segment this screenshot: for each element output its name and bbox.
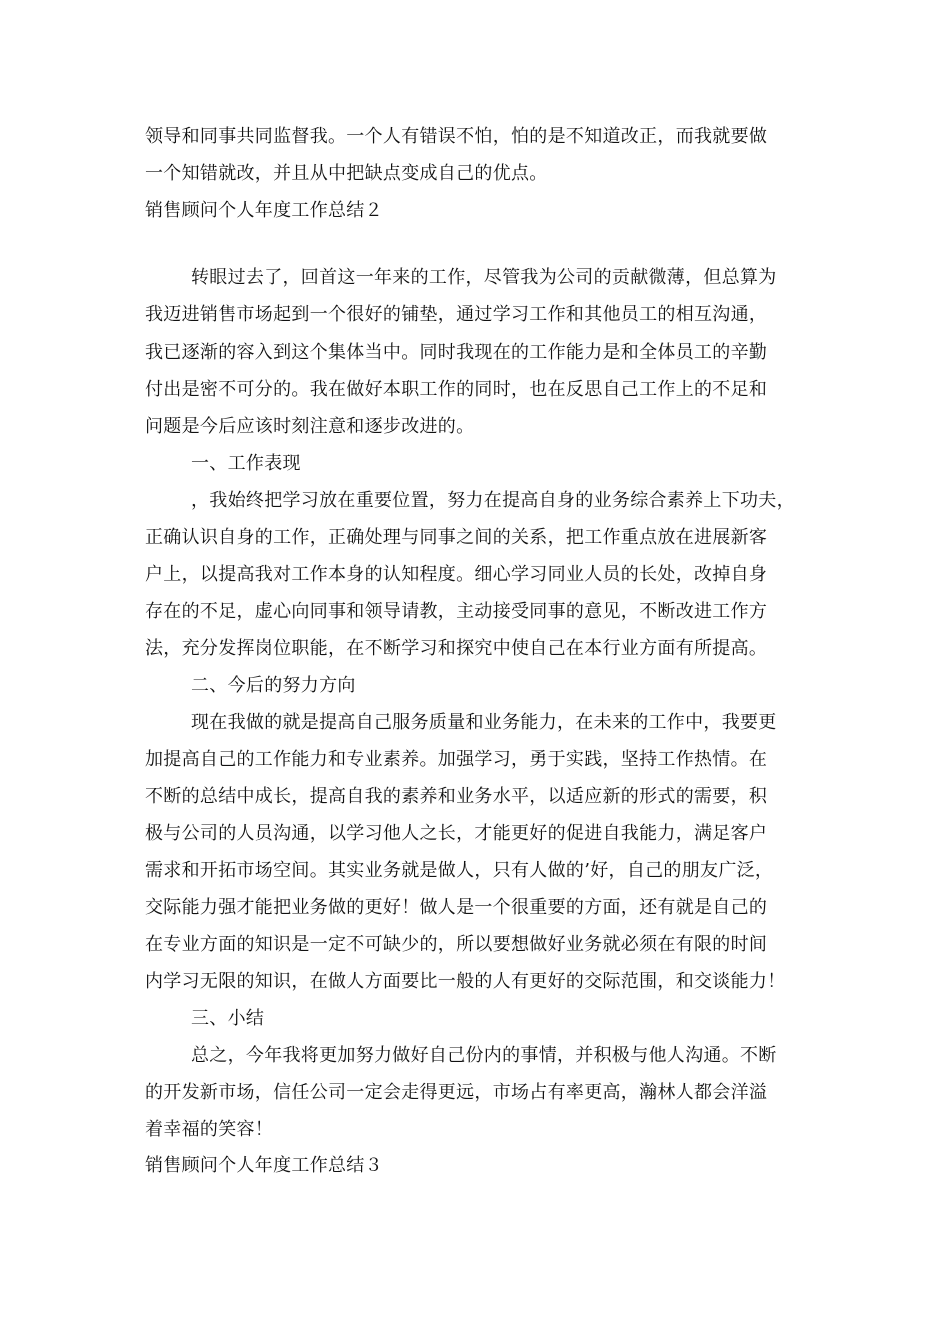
subheading: 二、今后的努力方向 <box>191 675 356 696</box>
paragraph-line: 交际能力强才能把业务做的更好！做人是一个很重要的方面，还有就是自己的 <box>145 897 768 918</box>
paragraph-line: 正确认识自身的工作，正确处理与同事之间的关系，把工作重点放在进展新客 <box>145 527 768 548</box>
paragraph-line: 付出是密不可分的。我在做好本职工作的同时，也在反思自己工作上的不足和 <box>145 379 768 400</box>
section-heading: 销售顾问个人年度工作总结２ <box>145 200 383 221</box>
paragraph-line: 总之，今年我将更加努力做好自己份内的事情，并积极与他人沟通。不断 <box>191 1045 777 1066</box>
paragraph-line: 现在我做的就是提高自己服务质量和业务能力，在未来的工作中，我要更 <box>191 712 777 733</box>
text-line: 一个知错就改，并且从中把缺点变成自己的优点。 <box>145 163 548 184</box>
paragraph-line: 问题是今后应该时刻注意和逐步改进的。 <box>145 416 475 437</box>
paragraph-line: 着幸福的笑容！ <box>145 1119 274 1140</box>
paragraph-line: 我迈进销售市场起到一个很好的铺垫，通过学习工作和其他员工的相互沟通， <box>145 304 768 325</box>
subheading: 三、小结 <box>191 1008 265 1029</box>
paragraph-line: 法，充分发挥岗位职能，在不断学习和探究中使自己在本行业方面有所提高。 <box>145 638 768 659</box>
paragraph-line: 我已逐渐的容入到这个集体当中。同时我现在的工作能力是和全体员工的辛勤 <box>145 342 768 363</box>
paragraph-line: ，我始终把学习放在重要位置，努力在提高自身的业务综合素养上下功夫， <box>191 490 795 511</box>
text-line: 领导和同事共同监督我。一个人有错误不怕，怕的是不知道改正，而我就要做 <box>145 126 768 147</box>
paragraph-line: 不断的总结中成长，提高自我的素养和业务水平，以适应新的形式的需要，积 <box>145 786 768 807</box>
paragraph-line: 极与公司的人员沟通，以学习他人之长，才能更好的促进自我能力，满足客户 <box>145 823 768 844</box>
paragraph-line: 转眼过去了，回首这一年来的工作，尽管我为公司的贡献微薄，但总算为 <box>191 267 777 288</box>
section-heading: 销售顾问个人年度工作总结３ <box>145 1155 383 1176</box>
paragraph-line: 的开发新市场，信任公司一定会走得更远，市场占有率更高，瀚林人都会洋溢 <box>145 1082 768 1103</box>
paragraph-line: 需求和开拓市场空间。其实业务就是做人，只有人做的’好，自己的朋友广泛， <box>145 860 774 881</box>
subheading: 一、工作表现 <box>191 453 301 474</box>
paragraph-line: 存在的不足，虚心向同事和领导请教，主动接受同事的意见，不断改进工作方 <box>145 601 768 622</box>
paragraph-line: 户上，以提高我对工作本身的认知程度。细心学习同业人员的长处，改掉自身 <box>145 564 768 585</box>
paragraph-line: 内学习无限的知识，在做人方面要比一般的人有更好的交际范围，和交谈能力！ <box>145 971 786 992</box>
paragraph-line: 加提高自己的工作能力和专业素养。加强学习，勇于实践，坚持工作热情。在 <box>145 749 768 770</box>
paragraph-line: 在专业方面的知识是一定不可缺少的，所以要想做好业务就必须在有限的时间 <box>145 934 768 955</box>
